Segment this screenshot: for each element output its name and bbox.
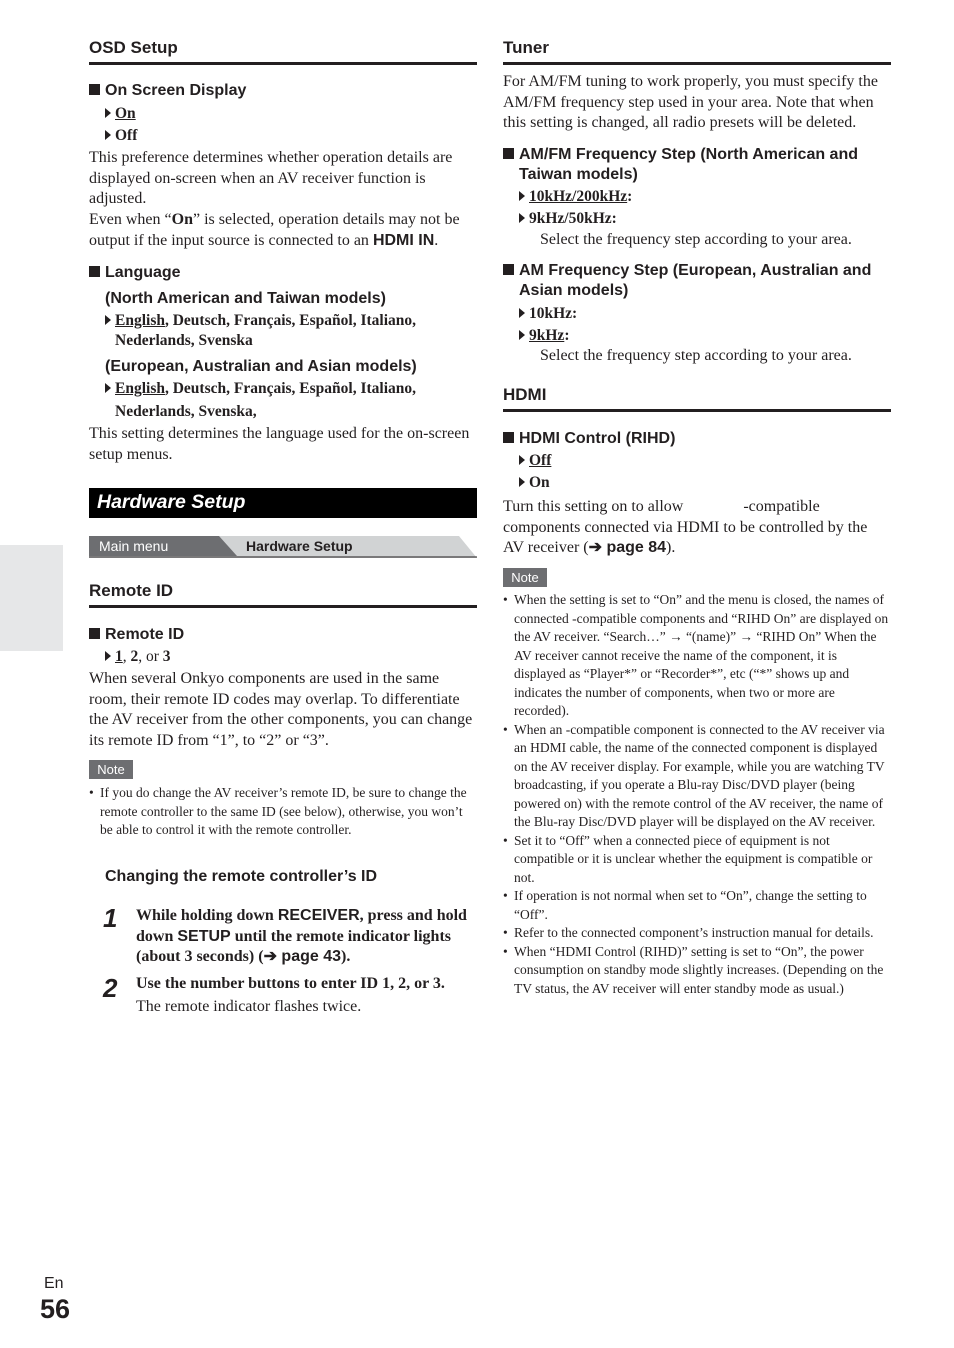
on-screen-display-heading: On Screen Display: [89, 81, 477, 101]
amfm-description: Select the frequency step according to your area.: [540, 231, 852, 248]
triangle-arrow-icon: [105, 315, 111, 325]
remote-notes: [89, 784, 477, 840]
language-na-options-cont: Nederlands, Svenska: [115, 332, 253, 349]
breadcrumb-main-menu: Main menu: [99, 538, 169, 554]
language-eu-heading: (European, Australian and Asian models): [105, 358, 417, 375]
option-off: Off: [105, 126, 137, 146]
rihd-paragraph: Turn this setting on to allow -compatible components connected via HDMI to be controlled by the AV receiver (➔ page 84).: [503, 498, 868, 556]
note-item: • If operation is not normal when set to “On”, change the setting to “Off”.: [503, 887, 891, 924]
triangle-arrow-icon: [519, 213, 525, 223]
square-bullet-icon: [89, 84, 100, 95]
am-option-1: 10kHz:: [519, 304, 577, 324]
square-bullet-icon: [503, 264, 514, 275]
language-heading: Language: [89, 263, 477, 283]
remote-id-options: 1, 2, or 3: [105, 647, 171, 667]
triangle-arrow-icon: [105, 383, 111, 393]
triangle-arrow-icon: [105, 108, 111, 118]
square-bullet-icon: [503, 432, 514, 443]
side-tab: [0, 545, 63, 651]
note-item: • Set it to “Off” when a connected piece of equipment is not compatible or it is unclear whether the equipment is compatible or not.: [503, 832, 891, 888]
page-number: 56: [40, 1294, 71, 1324]
am-option-2: 9kHz:: [519, 326, 569, 346]
triangle-arrow-icon: [105, 130, 111, 140]
note-badge: Note: [89, 760, 133, 779]
remote-id-paragraph: When several Onkyo components are used in the same room, their remote ID codes may overlap. To differentiate the AV receiver from the other components, you can change its remote ID from “1”, to “2” or “3”.: [89, 670, 473, 749]
square-bullet-icon: [89, 266, 100, 277]
tuner-heading: Tuner: [503, 38, 891, 65]
hdmi-notes: [503, 591, 891, 998]
osd-paragraph-1: This preference determines whether operation details are displayed on-screen when an AV receiver function is adjusted.: [89, 149, 453, 207]
language-eu-options: English, Deutsch, Français, Español, Italiano,: [105, 379, 416, 399]
step-2-number: 2: [103, 973, 118, 1003]
remote-id-heading: Remote ID: [89, 581, 477, 608]
breadcrumb-hardware-setup: Hardware Setup: [246, 538, 353, 554]
step-1-number: 1: [103, 903, 118, 933]
note-item: • When “HDMI Control (RIHD)” setting is set to “On”, the power consumption on standby mode slightly increases. (Depending on the TV status, the AV receiver will enter standby mode as usual.): [503, 943, 891, 999]
hdmi-control-heading: HDMI Control (RIHD): [503, 429, 891, 449]
rihd-option-off: Off: [519, 451, 551, 471]
step-1-text: While holding down RECEIVER, press and hold down SETUP until the remote indicator lights (about 3 seconds) (➔ page 43).: [136, 907, 467, 965]
note-item: • Refer to the connected component’s instruction manual for details.: [503, 924, 891, 943]
rihd-option-on: On: [519, 473, 550, 493]
amfm-option-2: 9kHz/50kHz:: [519, 209, 617, 229]
hdmi-heading: HDMI: [503, 385, 891, 412]
step-2-subtext: The remote indicator flashes twice.: [136, 998, 362, 1015]
triangle-arrow-icon: [105, 651, 111, 661]
language-na-options: English, Deutsch, Français, Español, Italiano,: [105, 311, 416, 331]
language-paragraph: This setting determines the language used for the on-screen setup menus.: [89, 425, 470, 463]
triangle-arrow-icon: [519, 477, 525, 487]
remote-id-subheading: Remote ID: [89, 625, 477, 645]
breadcrumb: [89, 536, 477, 558]
tuner-paragraph: For AM/FM tuning to work properly, you must specify the AM/FM frequency step used in your area. Note that when this setting is changed, all radio presets will be deleted.: [503, 73, 878, 131]
step-2-text: Use the number buttons to enter ID 1, 2, or 3.: [136, 975, 445, 992]
arrow-right-icon: ➔: [263, 948, 277, 965]
osd-paragraph-2: Even when “On” is selected, operation details may not be output if the input source is connected to an HDMI IN.: [89, 211, 460, 249]
amfm-option-1: 10kHz/200kHz:: [519, 187, 632, 207]
option-on: On: [105, 104, 136, 124]
triangle-arrow-icon: [519, 191, 525, 201]
amfm-step-heading: AM/FM Frequency Step (North American and Taiwan models): [503, 145, 907, 185]
square-bullet-icon: [89, 628, 100, 639]
page-language: En: [44, 1275, 64, 1292]
note-item: • When the setting is set to “On” and the menu is closed, the names of connected -compatible components and “RIHD On” are displayed on the AV receiver. “Search…” → “(name)” → “RIHD On” When the AV receiver cannot receive the name of the component, it is displayed as “Player*” or “Recorder*”, etc (“*” shows up and indicates the number of components, when two or more are recorded).: [503, 591, 891, 721]
language-eu-options-cont: Nederlands, Svenska,: [115, 403, 257, 420]
arrow-right-icon: ➔: [588, 539, 602, 556]
triangle-arrow-icon: [519, 455, 525, 465]
hardware-setup-bar: Hardware Setup: [89, 488, 477, 518]
am-description: Select the frequency step according to your area.: [540, 347, 852, 364]
triangle-arrow-icon: [519, 308, 525, 318]
am-step-heading: AM Frequency Step (European, Australian and Asian models): [503, 261, 907, 301]
osd-setup-heading: OSD Setup: [89, 38, 477, 65]
language-na-heading: (North American and Taiwan models): [105, 290, 386, 307]
note-badge: Note: [503, 568, 547, 587]
note-item: • When an -compatible component is connected to the AV receiver via an HDMI cable, the name of the connected component is displayed on the AV receiver display. For example, while you are watching TV broadcasting, if you operate a Blu-ray Disc/DVD player (being powered on) with the remote control of the AV receiver, the name of the Blu-ray Disc/DVD player will be displayed on the AV receiver.: [503, 721, 891, 832]
changing-id-heading: Changing the remote controller’s ID: [105, 868, 378, 885]
note-item: • If you do change the AV receiver’s remote ID, be sure to change the remote controller to the same ID (see below), otherwise, you won’t be able to control it with the remote controller.: [89, 784, 477, 840]
square-bullet-icon: [503, 148, 514, 159]
triangle-arrow-icon: [519, 330, 525, 340]
